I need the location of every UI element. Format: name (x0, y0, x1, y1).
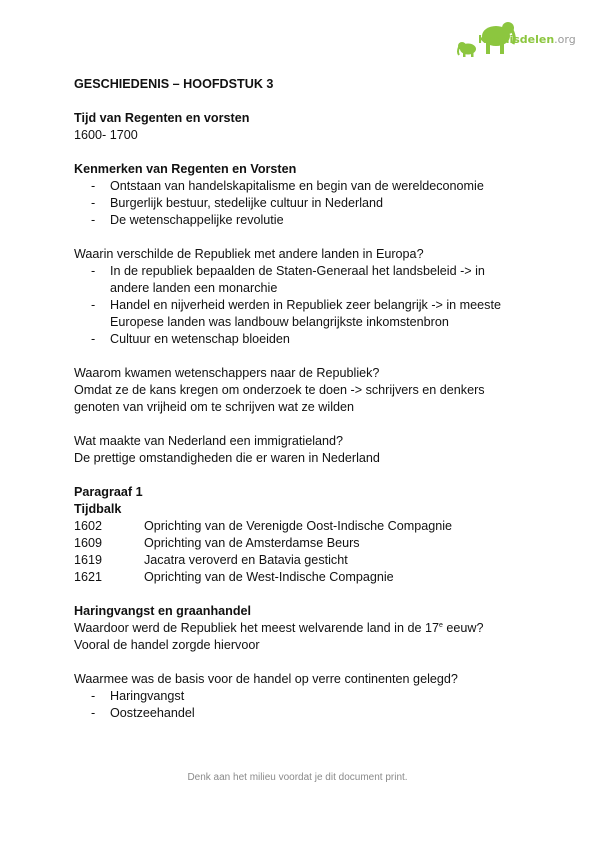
list-item: - In de republiek bepaalden de Staten-Generaal het landsbeleid -> in andere landen een monarchie (74, 263, 524, 297)
answer-wetenschappers: Omdat ze de kans kregen om onderzoek te doen -> schrijvers en denkers genoten van vrijheid om te schrijven wat ze wilden (74, 383, 485, 414)
verschil-list (74, 263, 524, 348)
document-title: GESCHIEDENIS – HOOFDSTUK 3 (74, 77, 274, 91)
list-item: - Haringvangst (74, 688, 524, 705)
logo-brand: Kennisdelen (478, 33, 555, 46)
list-item: - Ontstaan van handelskapitalisme en begin van de wereldeconomie (74, 178, 524, 195)
answer-welvarend: Vooral de handel zorgde hiervoor (74, 638, 260, 652)
question-basis-handel: Waarmee was de basis voor de handel op verre continenten gelegd? (74, 672, 458, 686)
timeline-row (74, 552, 524, 569)
basis-handel-list (74, 688, 524, 722)
logo-wordmark (478, 33, 576, 46)
timeline-year: 1619 (74, 553, 103, 567)
list-item: - Cultuur en wetenschap bloeiden (74, 331, 524, 348)
timeline (74, 518, 524, 586)
timeline-event: Oprichting van de Amsterdamse Beurs (144, 536, 360, 550)
document-body (74, 76, 524, 722)
question-wetenschappers: Waarom kwamen wetenschappers naar de Republiek? (74, 366, 380, 380)
question-welvarend: Waardoor werd de Republiek het meest welvarende land in de 17e eeuw? (74, 621, 484, 635)
list-item: - Oostzeehandel (74, 705, 524, 722)
kennisdelen-logo (456, 16, 576, 60)
section-heading-tijd: Tijd van Regenten en vorsten (74, 111, 250, 125)
list-item: - De wetenschappelijke revolutie (74, 212, 524, 229)
list-item: - Burgerlijk bestuur, stedelijke cultuur in Nederland (74, 195, 524, 212)
timeline-row (74, 518, 524, 535)
timeline-event: Oprichting van de Verenigde Oost-Indische Compagnie (144, 519, 453, 533)
kenmerken-list (74, 178, 524, 229)
question-verschil: Waarin verschilde de Republiek met andere landen in Europa? (74, 247, 424, 261)
timeline-year: 1609 (74, 536, 103, 550)
section-heading-haringvangst: Haringvangst en graanhandel (74, 604, 252, 618)
timeline-row (74, 535, 524, 552)
timeline-event: Jacatra veroverd en Batavia gesticht (144, 553, 348, 567)
section-heading-kenmerken: Kenmerken van Regenten en Vorsten (74, 162, 297, 176)
section-heading-paragraaf: Paragraaf 1 (74, 485, 143, 499)
timeline-year: 1621 (74, 570, 103, 584)
timeline-year: 1602 (74, 519, 103, 533)
timeline-event: Oprichting van de West-Indische Compagnie (144, 570, 394, 584)
logo-tld: .org (554, 33, 576, 46)
period-text: 1600- 1700 (74, 128, 138, 142)
footer-note: Denk aan het milieu voordat je dit document print. (187, 772, 408, 783)
answer-immigratie: De prettige omstandigheden die er waren in Nederland (74, 451, 380, 465)
list-item: - Handel en nijverheid werden in Republiek zeer belangrijk -> in meeste Europese landen was landbouw belangrijkste inkomstenbron (74, 297, 524, 331)
section-subheading-tijdbalk: Tijdbalk (74, 502, 122, 516)
timeline-row (74, 569, 524, 586)
question-immigratie: Wat maakte van Nederland een immigratieland? (74, 434, 344, 448)
